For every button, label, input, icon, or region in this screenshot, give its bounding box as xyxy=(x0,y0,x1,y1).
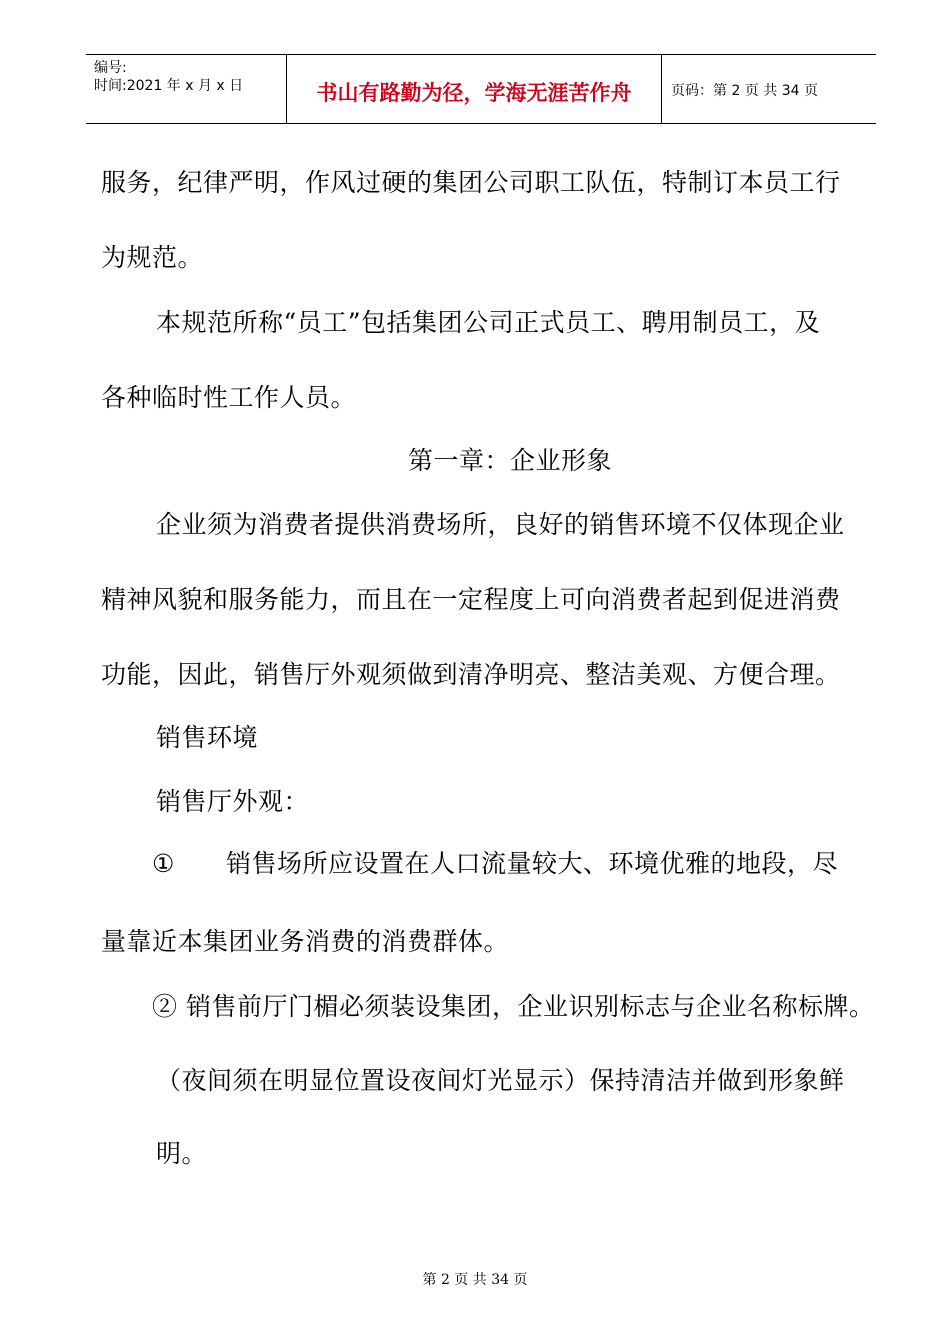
list-item-line: 销售场所应设置在人口流量较大、环境优雅的地段，尽 xyxy=(226,849,839,878)
paragraph-line: 本规范所称“员工”包括集团公司正式员工、聘用制员工，及 xyxy=(156,308,821,337)
paragraph-line: 各种临时性工作人员。 xyxy=(101,383,357,412)
footer-page-number: 第 2 页 共 34 页 xyxy=(422,1272,528,1288)
header-motto: 书山有路勤为径，学海无涯苦作舟 xyxy=(316,81,632,105)
document-number-label: 编号: xyxy=(94,60,127,76)
section-heading: 销售环境 xyxy=(156,723,259,752)
paragraph-line: 精神风貌和服务能力，而且在一定程度上可向消费者起到促进消费 xyxy=(101,585,841,614)
list-marker-1: ① xyxy=(152,849,175,878)
paragraph-line: 功能，因此，销售厅外观须做到清净明亮、整洁美观、方便合理。 xyxy=(101,660,841,689)
header-page-cell xyxy=(661,55,876,123)
list-item-line: ② 销售前厅门楣必须装设集团，企业识别标志与企业名称标牌。 xyxy=(152,992,875,1021)
document-date-label: 时间:2021 年 x 月 x 日 xyxy=(94,78,244,94)
paragraph-line: 服务，纪律严明，作风过硬的集团公司职工队伍，特制订本员工行 xyxy=(101,168,841,197)
list-item-line: 量靠近本集团业务消费的消费群体。 xyxy=(101,927,510,956)
list-item-line: （夜间须在明显位置设夜间灯光显示）保持清洁并做到形象鲜 xyxy=(156,1066,845,1095)
document-header xyxy=(86,54,876,124)
chapter-heading: 第一章：企业形象 xyxy=(408,446,613,475)
subsection-heading: 销售厅外观： xyxy=(156,787,310,816)
header-page-number: 页码：第 2 页 共 34 页 xyxy=(671,83,818,99)
paragraph-line: 企业须为消费者提供消费场所，良好的销售环境不仅体现企业 xyxy=(156,510,845,539)
list-item-line: 明。 xyxy=(156,1139,208,1168)
paragraph-line: 为规范。 xyxy=(101,243,204,272)
header-meta-cell xyxy=(86,55,286,123)
header-motto-cell xyxy=(286,55,662,123)
